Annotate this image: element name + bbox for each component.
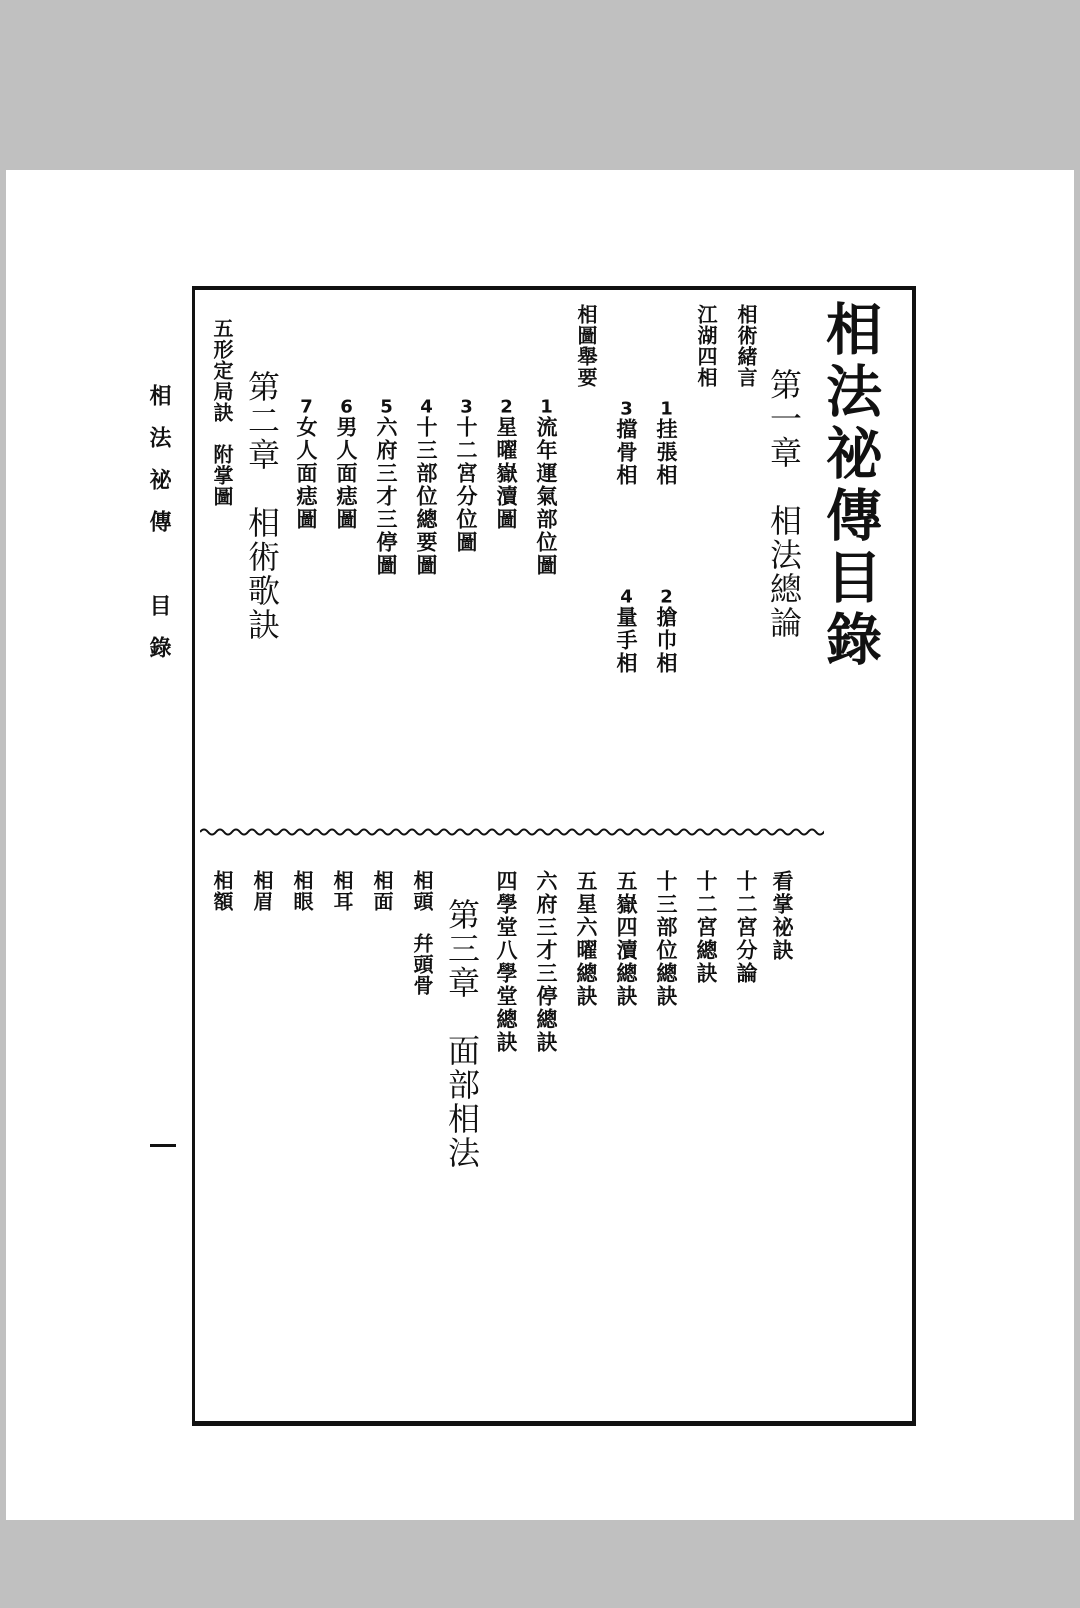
item-label: 星曜嶽瀆圖 (494, 416, 519, 531)
item-number: 3 (460, 398, 473, 416)
toc-item (456, 344, 498, 554)
page-number-mark (150, 1144, 176, 1147)
item-number: 3 (620, 400, 633, 418)
toc-item (616, 534, 658, 675)
toc-item: 四學堂八學堂總訣 (494, 870, 519, 1054)
toc-item: 相眉 (250, 870, 274, 912)
toc-item (296, 344, 338, 531)
toc-item (336, 344, 378, 531)
page-title: 相法祕傳目錄 (817, 300, 883, 672)
toc-item (416, 344, 458, 577)
toc-item: 相額 (210, 870, 234, 912)
item-number: 6 (340, 398, 353, 416)
toc-item: 江湖四相 (694, 304, 718, 388)
item-number: 5 (380, 398, 393, 416)
item-label: 十三部位總要圖 (414, 416, 439, 577)
toc-item (656, 346, 698, 487)
toc-item: 六府三才三停總訣 (534, 870, 559, 1054)
wavy-divider (200, 826, 824, 838)
chapter-3-heading: 第三章 面部相法 (443, 898, 481, 1170)
item-label: 女人面痣圖 (294, 416, 319, 531)
chapter-1-heading: 第一章 相法總論 (765, 368, 803, 640)
item-number: 1 (660, 400, 673, 418)
item-label: 男人面痣圖 (334, 416, 359, 531)
item-number: 4 (420, 398, 433, 416)
item-label: 流年運氣部位圖 (534, 416, 559, 577)
toc-item: 五星六曜總訣 (574, 870, 599, 1008)
toc-item: 相頭 幷頭骨 (410, 870, 434, 996)
toc-item: 相面 (370, 870, 394, 912)
toc-item: 五形定局訣 附掌圖 (210, 318, 234, 507)
toc-item: 十二宮分論 (734, 870, 759, 985)
item-label: 擋骨相 (614, 418, 639, 487)
toc-item (536, 344, 578, 577)
chapter-2-heading: 第二章 相術歌訣 (243, 370, 281, 642)
toc-item: 十三部位總訣 (654, 870, 679, 1008)
item-label: 挂張相 (654, 418, 679, 487)
item-label: 量手相 (614, 606, 639, 675)
item-label: 六府三才三停圖 (374, 416, 399, 577)
toc-item (616, 346, 658, 487)
item-number: 2 (660, 588, 673, 606)
toc-item: 相圖舉要 (574, 304, 598, 388)
item-label: 搶巾相 (654, 606, 679, 675)
toc-item (496, 344, 538, 531)
item-number: 7 (300, 398, 313, 416)
item-number: 2 (500, 398, 513, 416)
item-label: 十二宮分位圖 (454, 416, 479, 554)
toc-item (376, 344, 418, 577)
toc-item: 相術緒言 (734, 304, 758, 388)
toc-item: 相眼 (290, 870, 314, 912)
item-number: 4 (620, 588, 633, 606)
toc-item: 相耳 (330, 870, 354, 912)
toc-item: 看掌祕訣 (770, 870, 795, 962)
toc-item: 十二宮總訣 (694, 870, 719, 985)
item-number: 1 (540, 398, 553, 416)
toc-item (656, 534, 698, 675)
toc-item: 五嶽四瀆總訣 (614, 870, 639, 1008)
running-title: 相法祕傳 目錄 (146, 384, 172, 678)
